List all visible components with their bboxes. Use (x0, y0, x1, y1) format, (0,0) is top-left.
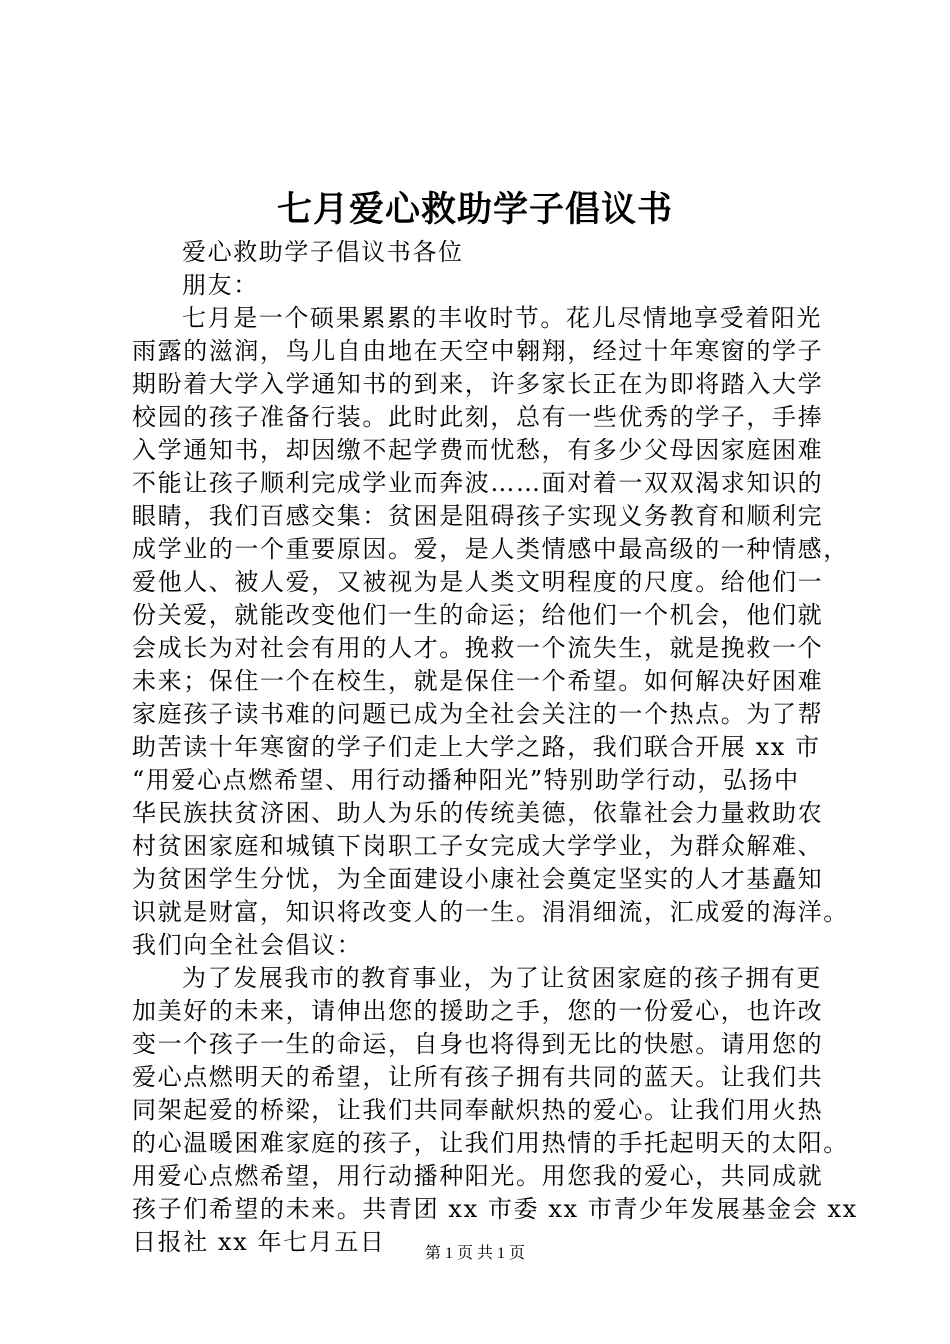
paragraph-line: 识就是财富，知识将改变人的一生。涓涓细流，汇成爱的海洋。 (132, 898, 849, 926)
paragraph-line: 未来；保住一个在校生，就是保住一个希望。如何解决好困难 (132, 667, 824, 695)
paragraph-line: 雨露的滋润，鸟儿自由地在天空中翱翔，经过十年寒窗的学子 (132, 337, 824, 365)
paragraph-line: 为贫困学生分忧，为全面建设小康社会奠定坚实的人才基矗知 (132, 865, 824, 893)
paragraph-line: 日报社 xx 年七月五日 (132, 1228, 386, 1256)
paragraph-line: 家庭孩子读书难的问题已成为全社会关注的一个热点。为了帮 (132, 700, 824, 728)
paragraph-line: 份关爱，就能改变他们一生的命运；给他们一个机会，他们就 (132, 601, 824, 629)
paragraph-line: 会成长为对社会有用的人才。挽救一个流失生，就是挽救一个 (132, 634, 824, 662)
paragraph-line: 变一个孩子一生的命运，自身也将得到无比的快慰。请用您的 (132, 1030, 824, 1058)
paragraph-line: “用爱心点燃希望、用行动播种阳光”特别助学行动，弘扬中 (132, 766, 800, 794)
paragraph-line: 村贫困家庭和城镇下岗职工子女完成大学学业，为群众解难、 (132, 832, 824, 860)
salutation-line: 爱心救助学子倡议书各位 (182, 238, 464, 266)
paragraph-line: 华民族扶贫济困、助人为乐的传统美德，依靠社会力量救助农 (132, 799, 824, 827)
paragraph-line: 成学业的一个重要原因。爱，是人类情感中最高级的一种情感， (132, 535, 849, 563)
document-body (132, 236, 860, 1259)
document-title: 七月爱心救助学子倡议书 (276, 189, 673, 230)
paragraph-line: 校园的孩子准备行装。此时此刻，总有一些优秀的学子，手捧 (132, 403, 824, 431)
paragraph-line: 孩子们希望的未来。共青团 xx 市委 xx 市青少年发展基金会 xx (132, 1195, 858, 1223)
paragraph-line: 的心温暖困难家庭的孩子，让我们用热情的手托起明天的太阳。 (132, 1129, 849, 1157)
paragraph-line: 不能让孩子顺利完成学业而奔波……面对着一双双渴求知识的 (132, 469, 824, 497)
paragraph-line: 助苦读十年寒窗的学子们走上大学之路，我们联合开展 xx 市 (132, 733, 821, 761)
paragraph-line: 爱心点燃明天的希望，让所有孩子拥有共同的蓝天。让我们共 (132, 1063, 824, 1091)
paragraph-line: 七月是一个硕果累累的丰收时节。花儿尽情地享受着阳光 (182, 304, 822, 332)
paragraph-line: 用爱心点燃希望，用行动播种阳光。用您我的爱心，共同成就 (132, 1162, 824, 1190)
paragraph-line: 爱他人、被人爱，又被视为是人类文明程度的尺度。给他们一 (132, 568, 824, 596)
paragraph-line: 入学通知书，却因缴不起学费而忧愁，有多少父母因家庭困难 (132, 436, 824, 464)
paragraph-line: 期盼着大学入学通知书的到来，许多家长正在为即将踏入大学 (132, 370, 824, 398)
paragraph-line: 同架起爱的桥梁，让我们共同奉献炽热的爱心。让我们用火热 (132, 1096, 824, 1124)
paragraph-line: 眼睛，我们百感交集：贫困是阻碍孩子实现义务教育和顺利完 (132, 502, 824, 530)
salutation-line: 朋友： (182, 271, 259, 299)
page-number-footer: 第 1 页 共 1 页 (424, 1245, 525, 1262)
paragraph-line: 我们向全社会倡议： (132, 931, 363, 959)
paragraph-line: 加美好的未来，请伸出您的援助之手，您的一份爱心，也许改 (132, 997, 824, 1025)
paragraph-line: 为了发展我市的教育事业，为了让贫困家庭的孩子拥有更 (182, 964, 822, 992)
